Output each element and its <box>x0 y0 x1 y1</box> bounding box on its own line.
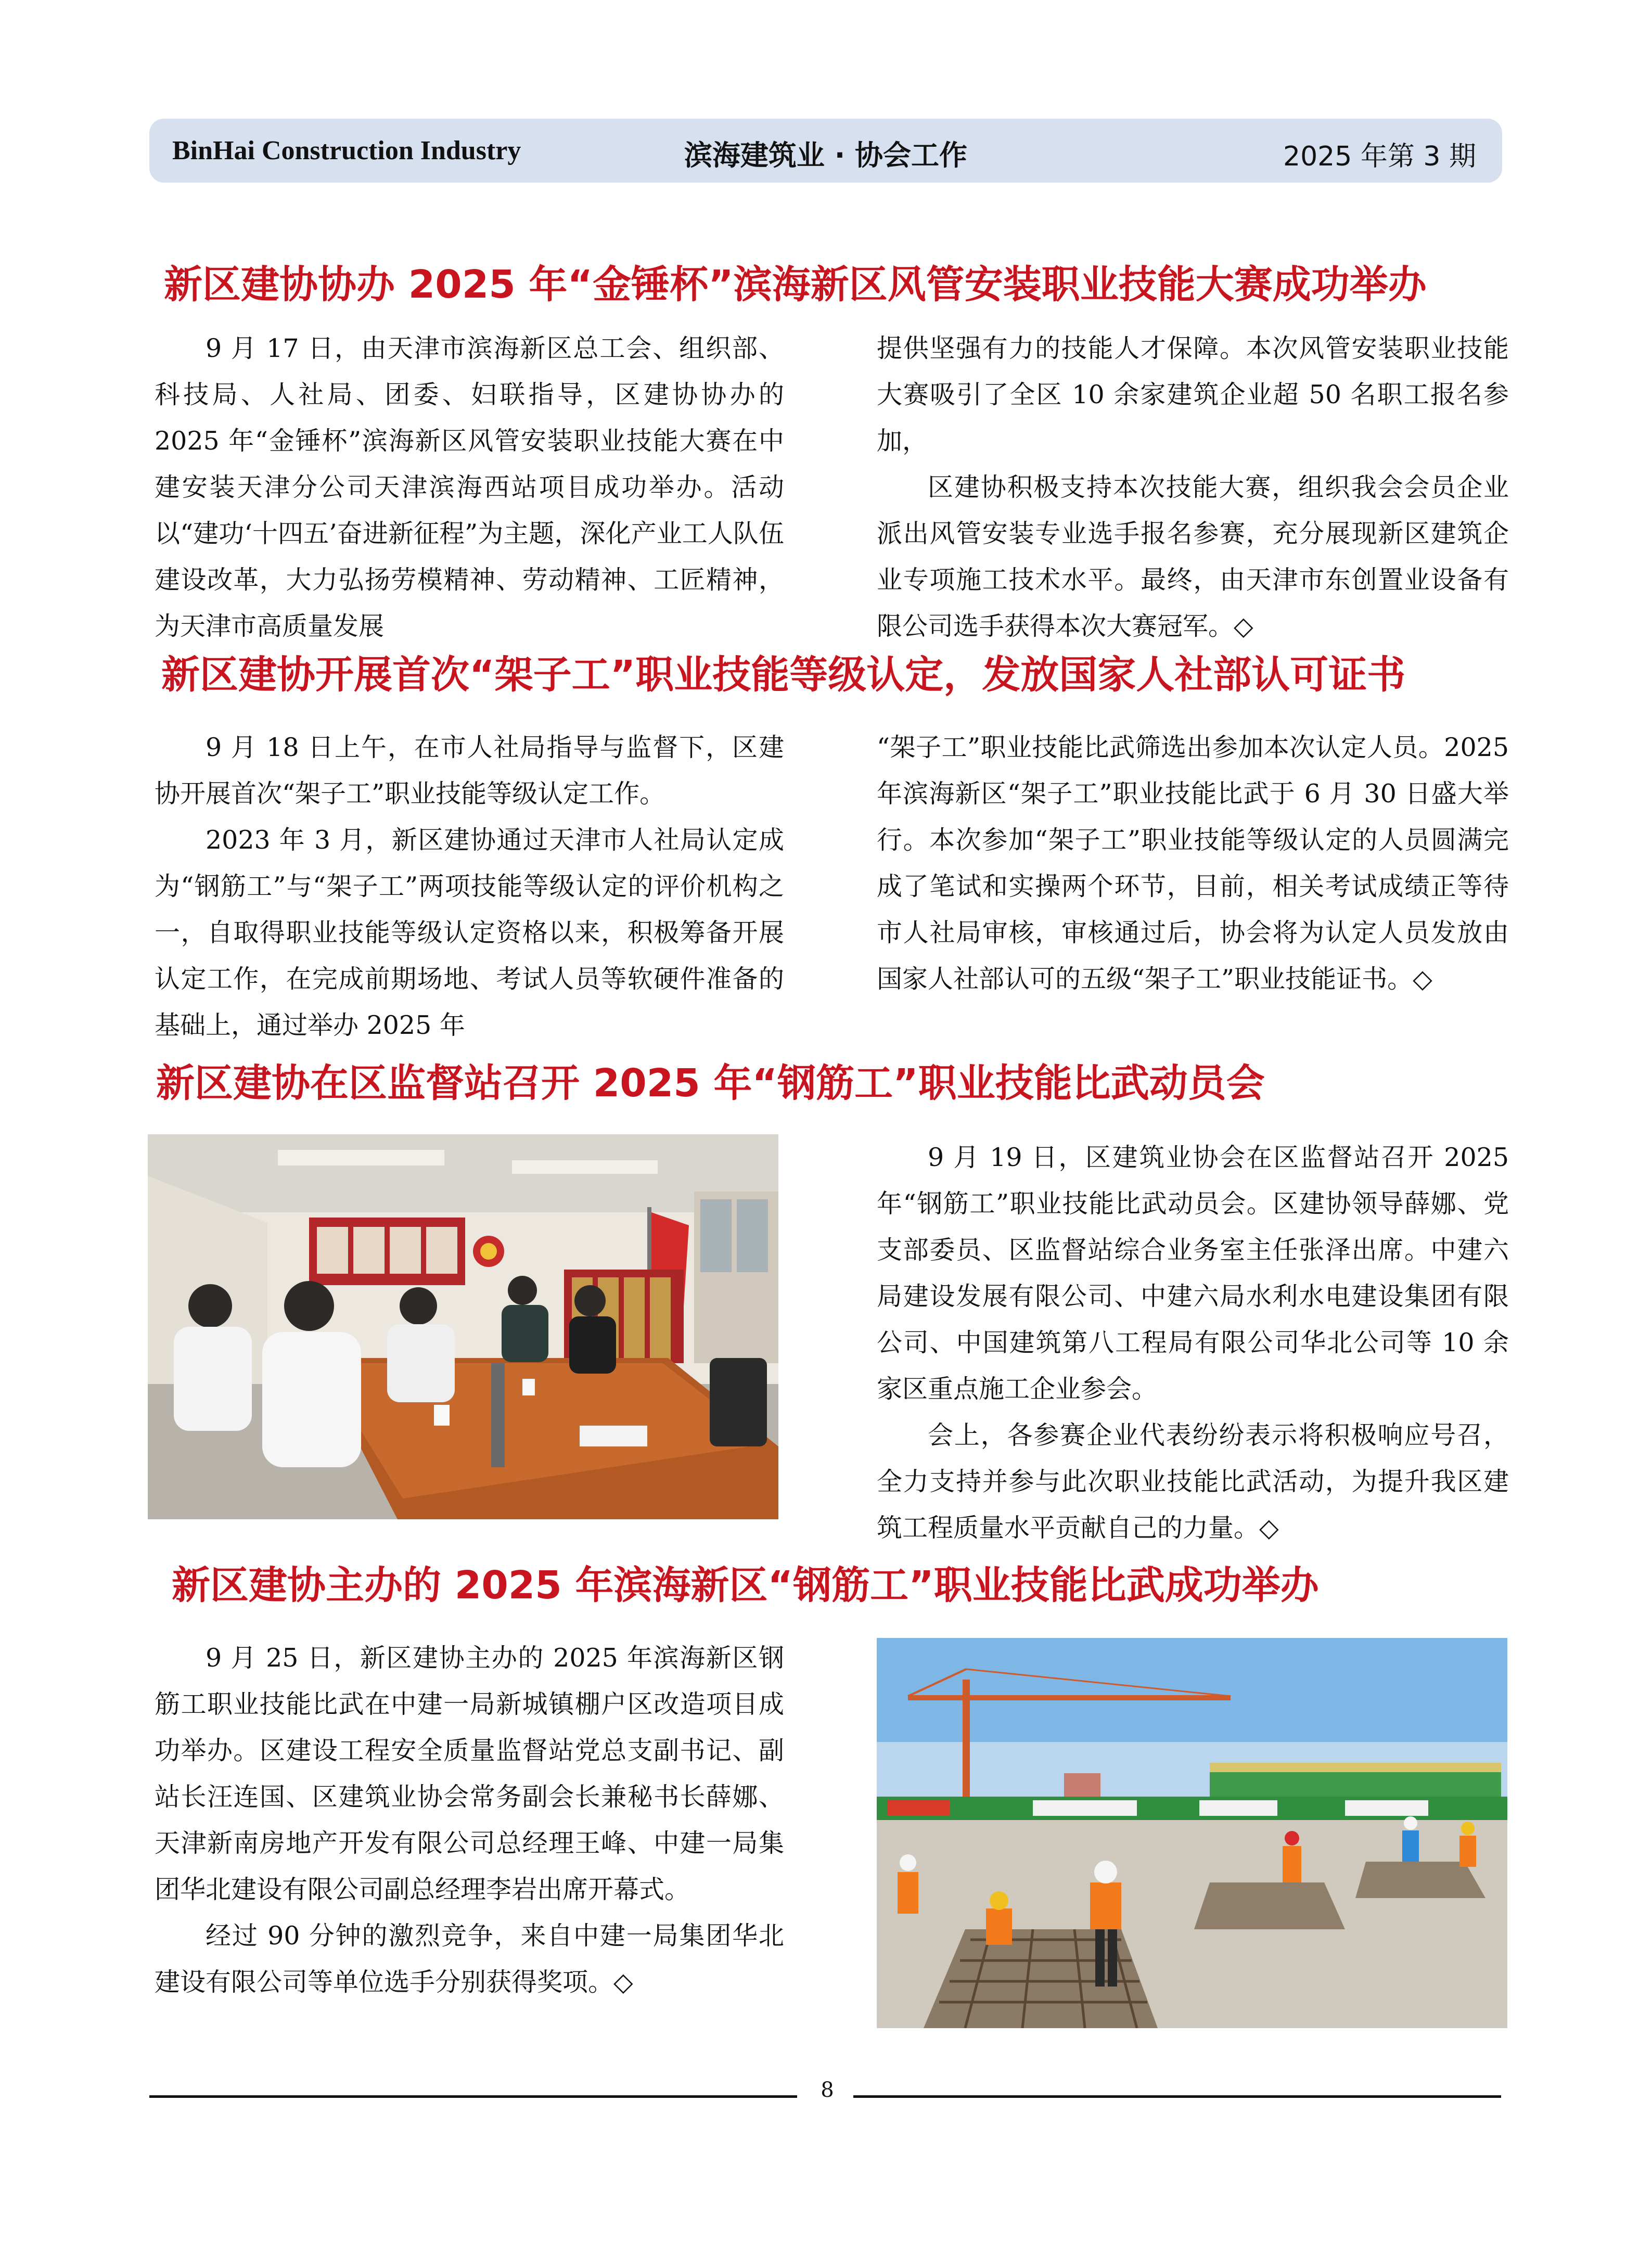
article-3-paragraph: 9 月 19 日，区建筑业协会在区监督站召开 2025 年“钢筋工”职业技能比武动员会。区建协领导薛娜、党支部委员、区监督站综合业务室主任张泽出席。中建六局建设发展有限公司、中建六局水利水电建设集团有限公司、中国建筑第八工程局有限公司华北公司等 10 余家区重点施工企业参会。 <box>877 1143 1509 1404</box>
construction-site-illustration <box>877 1638 1507 2028</box>
article-4-paragraph: 经过 90 分钟的激烈竞争，来自中建一局集团华北建设有限公司等单位选手分别获得奖项。◇ <box>155 1921 784 1997</box>
header-issue: 2025 年第 3 期 <box>1283 141 1476 172</box>
article-2-paragraph: 9 月 18 日上午，在市人社局指导与监督下，区建协开展首次“架子工”职业技能等级认定工作。 <box>155 733 784 809</box>
article-1-paragraph: 区建协积极支持本次技能大赛，组织我会会员企业派出风管安装专业选手报名参赛，充分展现新区建筑企业专项施工技术水平。最终，由天津市东创置业设备有限公司选手获得本次大赛冠军。◇ <box>877 472 1509 641</box>
article-1-left-column <box>155 325 784 649</box>
article-2-left-column <box>155 724 784 1048</box>
meeting-room-illustration <box>148 1134 778 1519</box>
article-1-paragraph: 9 月 17 日，由天津市滨海新区总工会、组织部、科技局、人社局、团委、妇联指导，区建协协办的 2025 年“金锤杯”滨海新区风管安装职业技能大赛在中建安装天津分公司天津滨海西站项目成功举办。活动以“建功‘十四五’奋进新征程”为主题，深化产业工人队伍建设改革，大力弘扬劳模精神、劳动精神、工匠精神，为天津市高质量发展 <box>155 334 784 641</box>
article-2-title: 新区建协开展首次“架子工”职业技能等级认定，发放国家人社部认可证书 <box>161 652 1406 697</box>
article-2-paragraph: “架子工”职业技能比武筛选出参加本次认定人员。2025 年滨海新区“架子工”职业技能比武于 6 月 30 日盛大举行。本次参加“架子工”职业技能等级认定的人员圆满完成了笔试和实操两个环节，目前，相关考试成绩正等待市人社局审核，审核通过后，协会将为认定人员发放由国家人社部认可的五级“架子工”职业技能证书。◇ <box>877 733 1509 994</box>
article-3-paragraph: 会上，各参赛企业代表纷纷表示将积极响应号召，全力支持并参与此次职业技能比武活动，为提升我区建筑工程质量水平贡献自己的力量。◇ <box>877 1420 1509 1543</box>
article-3-title: 新区建协在区监督站召开 2025 年“钢筋工”职业技能比武动员会 <box>156 1061 1265 1106</box>
header-section: 滨海建筑业 · 协会工作 <box>684 139 968 172</box>
meeting-room-photo <box>148 1134 778 1519</box>
article-1-right-column <box>877 325 1509 649</box>
article-4-title: 新区建协主办的 2025 年滨海新区“钢筋工”职业技能比武成功举办 <box>172 1563 1319 1608</box>
running-header <box>149 119 1502 183</box>
article-2-paragraph: 2023 年 3 月，新区建协通过天津市人社局认定成为“钢筋工”与“架子工”两项技能等级认定的评价机构之一，自取得职业技能等级认定资格以来，积极筹备开展认定工作，在完成前期场地、考试人员等软硬件准备的基础上，通过举办 2025 年 <box>155 825 784 1040</box>
page-number: 8 <box>821 2078 834 2102</box>
construction-site-photo <box>877 1638 1507 2028</box>
header-journal-name: BinHai Construction Industry <box>172 136 521 165</box>
article-1-title: 新区建协协办 2025 年“金锤杯”滨海新区风管安装职业技能大赛成功举办 <box>164 262 1427 307</box>
article-4-left-column <box>155 1635 784 2005</box>
footer-rule-left <box>149 2095 797 2098</box>
article-1-paragraph: 提供坚强有力的技能人才保障。本次风管安装职业技能大赛吸引了全区 10 余家建筑企业超 50 名职工报名参加， <box>877 334 1509 456</box>
article-2-right-column <box>877 724 1509 1002</box>
article-3-right-column <box>877 1134 1509 1551</box>
article-4-paragraph: 9 月 25 日，新区建协主办的 2025 年滨海新区钢筋工职业技能比武在中建一局新城镇棚户区改造项目成功举办。区建设工程安全质量监督站党总支副书记、副站长汪连国、区建筑业协会常务副会长兼秘书长薛娜、天津新南房地产开发有限公司总经理王峰、中建一局集团华北建设有限公司副总经理李岩出席开幕式。 <box>155 1643 784 1904</box>
footer-rule-right <box>853 2095 1501 2098</box>
